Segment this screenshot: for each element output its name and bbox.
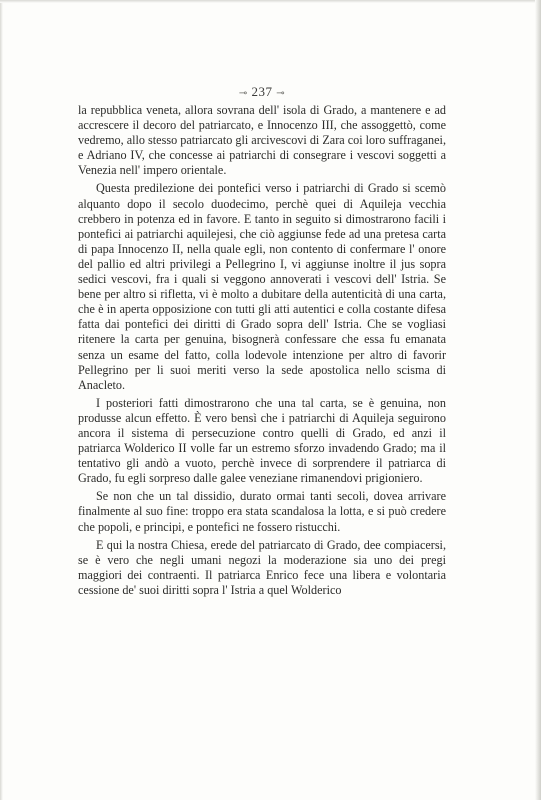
page-number: 237 <box>251 84 273 99</box>
body-text <box>78 103 446 601</box>
paragraph: Questa predilezione dei pontefici verso i patriarchi di Grado si scemò alquanto dopo il secolo duodecimo, perchè quei di Aquileja vecchia crebbero in potenza ed in favore. E tanto in seguito si dimostrarono facili i pontefici ai patriarchi aquilejesi, che ciò aggiunse fede ad una pretesa carta di papa Innocenzo II, nella quale egli, non contento di confermare l' onore del pallio ed altri privilegi a Pellegrino I, vi aggiunse inoltre il jus sopra sedici vescovi, fra i quali si veggono annoverati i vescovi dell' Istria. Se bene per altro si rifletta, vi è molto a dubitare della autenticità di una carta, che è in aperta opposizione con tutti gli atti autentici e colla costante difesa fatta dai pontefici dei diritti di Grado sopra dell' Istria. Che se vogliasi ritenere la carta per genuina, bisognerà confessare che essa fu emanata senza un esame del fatto, colla lodevole intenzione per altro di favorir Pellegrino per li suoi meriti verso la sede apostolica nello scisma di Anacleto. <box>78 181 446 392</box>
paragraph-continuation: la repubblica veneta, allora sovrana dell' isola di Grado, a mantenere e ad accrescere il decoro del patriarcato, e Innocenzo III, che assoggettò, come vedremo, allo stesso patriarcato gli arcivescovi di Zara coi loro suffraganei, e Adriano IV, che concesse ai patriarchi di consegrare i vescovi soggetti a Venezia nell' impero orientale. <box>78 103 446 178</box>
page-edge-top <box>0 0 541 3</box>
page-edge-right <box>535 0 541 800</box>
page-header <box>78 84 446 100</box>
ornament-right-icon: ⊸ <box>276 88 286 99</box>
paragraph: Se non che un tal dissidio, durato ormai tanti secoli, dovea arrivare finalmente al suo fine: troppo era stata scandalosa la lotta, e si può credere che popoli, e principi, e pontefici ne fossero ristucchi. <box>78 489 446 534</box>
paragraph: I posteriori fatti dimostrarono che una tal carta, se è genuina, non produsse alcun effetto. È vero bensì che i patriarchi di Aquileja seguirono ancora il sistema di persecuzione contro quelli di Grado, ed anzi il patriarca Wolderico II volle far un estremo sforzo invadendo Grado; ma il tentativo gli andò a vuoto, perchè invece di sorprendere il patriarca di Grado, fu egli sorpreso dalle galee veneziane rimanendovi prigioniero. <box>78 395 446 486</box>
paragraph: E qui la nostra Chiesa, erede del patriarcato di Grado, dee compiacersi, se è vero che negli umani negozi la moderazione sia uno dei pregi maggiori dei contraenti. Il patriarca Enrico fece una libera e volontaria cessione de' suoi diritti sopra l' Istria a quel Wolderico <box>78 537 446 597</box>
ornament-left-icon: ⊸ <box>238 88 248 99</box>
page-edge-left <box>0 0 3 800</box>
